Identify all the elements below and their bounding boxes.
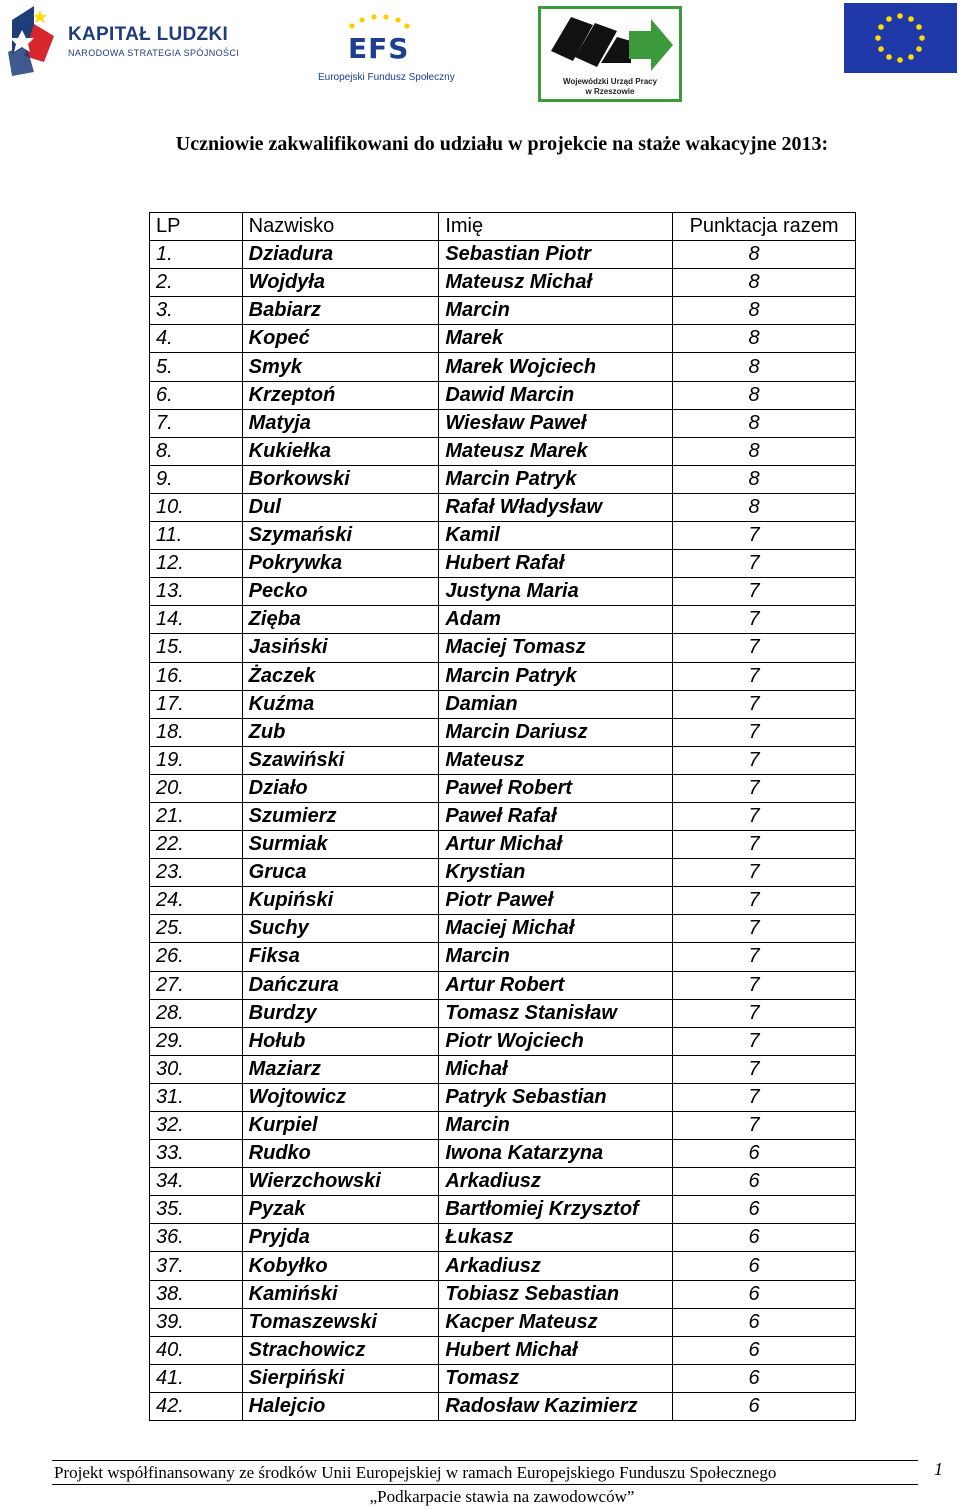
row-firstname: Damian — [439, 690, 673, 718]
row-surname: Borkowski — [242, 465, 439, 493]
row-firstname: Mateusz Michał — [439, 269, 673, 297]
row-lp: 7. — [150, 409, 243, 437]
row-score: 7 — [673, 943, 856, 971]
row-firstname: Dawid Marcin — [439, 381, 673, 409]
row-lp: 30. — [150, 1055, 243, 1083]
row-firstname: Mateusz — [439, 746, 673, 774]
row-firstname: Wiesław Paweł — [439, 409, 673, 437]
row-lp: 1. — [150, 241, 243, 269]
row-surname: Babiarz — [242, 297, 439, 325]
row-surname: Wierzchowski — [242, 1168, 439, 1196]
row-score: 6 — [673, 1308, 856, 1336]
row-score: 8 — [673, 381, 856, 409]
row-surname: Fiksa — [242, 943, 439, 971]
row-score: 6 — [673, 1196, 856, 1224]
row-lp: 28. — [150, 999, 243, 1027]
kapital-ludzki-subtitle: NARODOWA STRATEGIA SPÓJNOŚCI — [68, 48, 240, 58]
row-score: 8 — [673, 465, 856, 493]
row-score: 7 — [673, 802, 856, 830]
row-surname: Zub — [242, 718, 439, 746]
row-lp: 33. — [150, 1140, 243, 1168]
row-surname: Kukiełka — [242, 437, 439, 465]
row-surname: Kupiński — [242, 887, 439, 915]
row-score: 6 — [673, 1140, 856, 1168]
table-row — [150, 1055, 856, 1083]
row-lp: 27. — [150, 971, 243, 999]
table-row — [150, 578, 856, 606]
row-surname: Matyja — [242, 409, 439, 437]
row-firstname: Marcin Patryk — [439, 465, 673, 493]
row-lp: 16. — [150, 662, 243, 690]
row-score: 6 — [673, 1168, 856, 1196]
row-firstname: Marek Wojciech — [439, 353, 673, 381]
row-surname: Smyk — [242, 353, 439, 381]
row-surname: Suchy — [242, 915, 439, 943]
row-surname: Tomaszewski — [242, 1308, 439, 1336]
table-row — [150, 1027, 856, 1055]
table-row — [150, 746, 856, 774]
document-title: Uczniowie zakwalifikowani do udziału w projekcie na staże wakacyjne 2013: — [175, 133, 829, 155]
row-lp: 19. — [150, 746, 243, 774]
row-score: 7 — [673, 718, 856, 746]
kapital-ludzki-flag-icon — [4, 2, 56, 76]
table-row — [150, 1392, 856, 1420]
row-firstname: Justyna Maria — [439, 578, 673, 606]
efs-title: EFS — [348, 32, 410, 65]
table-row — [150, 1336, 856, 1364]
row-firstname: Michał — [439, 1055, 673, 1083]
row-firstname: Paweł Robert — [439, 774, 673, 802]
row-score: 7 — [673, 634, 856, 662]
row-lp: 25. — [150, 915, 243, 943]
table-row — [150, 550, 856, 578]
table-row — [150, 522, 856, 550]
row-surname: Zięba — [242, 606, 439, 634]
row-score: 6 — [673, 1364, 856, 1392]
row-surname: Strachowicz — [242, 1336, 439, 1364]
table-row — [150, 353, 856, 381]
row-lp: 4. — [150, 325, 243, 353]
table-row — [150, 802, 856, 830]
table-row — [150, 1308, 856, 1336]
table-row — [150, 662, 856, 690]
table-header-row — [150, 213, 856, 241]
row-surname: Wojtowicz — [242, 1083, 439, 1111]
wup-caption — [541, 77, 679, 97]
row-lp: 35. — [150, 1196, 243, 1224]
table-row — [150, 690, 856, 718]
row-surname: Hołub — [242, 1027, 439, 1055]
row-surname: Sierpiński — [242, 1364, 439, 1392]
row-firstname: Maciej Tomasz — [439, 634, 673, 662]
row-lp: 31. — [150, 1083, 243, 1111]
row-firstname: Bartłomiej Krzysztof — [439, 1196, 673, 1224]
row-surname: Szymański — [242, 522, 439, 550]
row-firstname: Łukasz — [439, 1224, 673, 1252]
row-lp: 40. — [150, 1336, 243, 1364]
row-score: 6 — [673, 1336, 856, 1364]
row-firstname: Tomasz Stanisław — [439, 999, 673, 1027]
table-row — [150, 943, 856, 971]
table-row — [150, 606, 856, 634]
table-row — [150, 1364, 856, 1392]
row-surname: Szumierz — [242, 802, 439, 830]
row-score: 8 — [673, 353, 856, 381]
row-firstname: Adam — [439, 606, 673, 634]
row-score: 7 — [673, 774, 856, 802]
row-surname: Krzeptoń — [242, 381, 439, 409]
page-number: 1 — [934, 1459, 943, 1479]
row-lp: 3. — [150, 297, 243, 325]
row-firstname: Kacper Mateusz — [439, 1308, 673, 1336]
row-firstname: Kamil — [439, 522, 673, 550]
row-firstname: Marcin — [439, 297, 673, 325]
row-surname: Kurpiel — [242, 1112, 439, 1140]
table-row — [150, 1196, 856, 1224]
row-surname: Rudko — [242, 1140, 439, 1168]
row-firstname: Hubert Rafał — [439, 550, 673, 578]
row-firstname: Maciej Michał — [439, 915, 673, 943]
row-score: 7 — [673, 859, 856, 887]
row-lp: 12. — [150, 550, 243, 578]
row-surname: Szawiński — [242, 746, 439, 774]
row-surname: Jasiński — [242, 634, 439, 662]
row-score: 7 — [673, 1083, 856, 1111]
row-score: 8 — [673, 269, 856, 297]
wup-line2: w Rzeszowie — [585, 87, 635, 96]
row-surname: Surmiak — [242, 831, 439, 859]
row-score: 6 — [673, 1252, 856, 1280]
row-surname: Wojdyła — [242, 269, 439, 297]
footer-divider — [52, 1460, 918, 1461]
row-lp: 41. — [150, 1364, 243, 1392]
row-lp: 20. — [150, 774, 243, 802]
row-firstname: Radosław Kazimierz — [439, 1392, 673, 1420]
table-row — [150, 1112, 856, 1140]
row-score: 8 — [673, 409, 856, 437]
table-row — [150, 297, 856, 325]
row-score: 7 — [673, 1112, 856, 1140]
row-firstname: Piotr Paweł — [439, 887, 673, 915]
header-firstname: Imię — [439, 213, 673, 241]
students-table — [149, 212, 856, 1421]
row-firstname: Hubert Michał — [439, 1336, 673, 1364]
row-surname: Pokrywka — [242, 550, 439, 578]
row-lp: 5. — [150, 353, 243, 381]
row-score: 7 — [673, 522, 856, 550]
row-firstname: Marcin Dariusz — [439, 718, 673, 746]
row-firstname: Tobiasz Sebastian — [439, 1280, 673, 1308]
row-firstname: Tomasz — [439, 1364, 673, 1392]
row-score: 7 — [673, 662, 856, 690]
row-score: 7 — [673, 746, 856, 774]
row-score: 8 — [673, 297, 856, 325]
table-row — [150, 831, 856, 859]
kapital-ludzki-logo — [4, 2, 240, 76]
eu-flag-icon — [844, 3, 957, 73]
row-lp: 32. — [150, 1112, 243, 1140]
row-surname: Kamiński — [242, 1280, 439, 1308]
row-lp: 36. — [150, 1224, 243, 1252]
table-row — [150, 915, 856, 943]
row-score: 8 — [673, 493, 856, 521]
footer-funding-text: Projekt współfinansowany ze środków Unii Europejskiej w ramach Europejskiego Funduszu Społecznego — [54, 1463, 777, 1482]
wup-emblem-icon — [545, 11, 675, 77]
table-row — [150, 1083, 856, 1111]
row-surname: Gruca — [242, 859, 439, 887]
table-row — [150, 437, 856, 465]
eu-stars-icon — [344, 12, 414, 34]
table-row — [150, 718, 856, 746]
row-score: 7 — [673, 831, 856, 859]
header-logos — [0, 0, 960, 110]
row-surname: Dańczura — [242, 971, 439, 999]
header-lp: LP — [150, 213, 243, 241]
row-lp: 8. — [150, 437, 243, 465]
row-firstname: Mateusz Marek — [439, 437, 673, 465]
row-firstname: Marcin — [439, 1112, 673, 1140]
table-row — [150, 493, 856, 521]
table-row — [150, 1140, 856, 1168]
table-row — [150, 241, 856, 269]
row-firstname: Marek — [439, 325, 673, 353]
row-score: 6 — [673, 1392, 856, 1420]
row-firstname: Sebastian Piotr — [439, 241, 673, 269]
table-row — [150, 1280, 856, 1308]
row-score: 7 — [673, 915, 856, 943]
row-firstname: Arkadiusz — [439, 1168, 673, 1196]
table-body — [150, 241, 856, 1421]
row-score: 7 — [673, 1055, 856, 1083]
row-lp: 11. — [150, 522, 243, 550]
row-score: 7 — [673, 578, 856, 606]
row-firstname: Patryk Sebastian — [439, 1083, 673, 1111]
row-score: 7 — [673, 971, 856, 999]
row-surname: Kopeć — [242, 325, 439, 353]
row-firstname: Artur Michał — [439, 831, 673, 859]
row-lp: 24. — [150, 887, 243, 915]
row-lp: 22. — [150, 831, 243, 859]
row-firstname: Krystian — [439, 859, 673, 887]
row-lp: 15. — [150, 634, 243, 662]
table-row — [150, 887, 856, 915]
table-row — [150, 1168, 856, 1196]
row-lp: 13. — [150, 578, 243, 606]
table-row — [150, 1224, 856, 1252]
table-row — [150, 774, 856, 802]
table-row — [150, 325, 856, 353]
row-score: 6 — [673, 1280, 856, 1308]
row-score: 8 — [673, 241, 856, 269]
row-score: 7 — [673, 550, 856, 578]
row-lp: 23. — [150, 859, 243, 887]
row-lp: 2. — [150, 269, 243, 297]
footer-slogan: „Podkarpacie stawia na zawodowców” — [369, 1487, 635, 1506]
table-row — [150, 381, 856, 409]
efs-logo — [318, 8, 455, 88]
row-firstname: Rafał Władysław — [439, 493, 673, 521]
row-firstname: Marcin — [439, 943, 673, 971]
row-lp: 34. — [150, 1168, 243, 1196]
row-firstname: Paweł Rafał — [439, 802, 673, 830]
wup-line1: Wojewódzki Urząd Pracy — [562, 77, 658, 86]
row-surname: Dziadura — [242, 241, 439, 269]
row-lp: 38. — [150, 1280, 243, 1308]
row-score: 7 — [673, 690, 856, 718]
row-score: 8 — [673, 437, 856, 465]
row-lp: 37. — [150, 1252, 243, 1280]
efs-subtitle: Europejski Fundusz Społeczny — [318, 72, 455, 83]
row-surname: Pecko — [242, 578, 439, 606]
row-surname: Pryjda — [242, 1224, 439, 1252]
row-firstname: Iwona Katarzyna — [439, 1140, 673, 1168]
row-surname: Maziarz — [242, 1055, 439, 1083]
row-score: 7 — [673, 999, 856, 1027]
row-firstname: Piotr Wojciech — [439, 1027, 673, 1055]
row-lp: 26. — [150, 943, 243, 971]
row-lp: 10. — [150, 493, 243, 521]
row-surname: Kuźma — [242, 690, 439, 718]
table-row — [150, 1252, 856, 1280]
row-lp: 18. — [150, 718, 243, 746]
row-score: 7 — [673, 887, 856, 915]
row-surname: Działo — [242, 774, 439, 802]
footer-divider-bottom — [52, 1484, 918, 1485]
row-lp: 42. — [150, 1392, 243, 1420]
row-surname: Pyzak — [242, 1196, 439, 1224]
row-firstname: Artur Robert — [439, 971, 673, 999]
row-score: 7 — [673, 606, 856, 634]
row-surname: Dul — [242, 493, 439, 521]
row-lp: 14. — [150, 606, 243, 634]
row-firstname: Marcin Patryk — [439, 662, 673, 690]
row-lp: 17. — [150, 690, 243, 718]
row-lp: 6. — [150, 381, 243, 409]
row-lp: 9. — [150, 465, 243, 493]
table-row — [150, 634, 856, 662]
row-lp: 29. — [150, 1027, 243, 1055]
row-score: 7 — [673, 1027, 856, 1055]
table-row — [150, 409, 856, 437]
row-firstname: Arkadiusz — [439, 1252, 673, 1280]
row-score: 6 — [673, 1224, 856, 1252]
table-row — [150, 465, 856, 493]
row-score: 8 — [673, 325, 856, 353]
row-lp: 39. — [150, 1308, 243, 1336]
header-score: Punktacja razem — [673, 213, 856, 241]
table-row — [150, 269, 856, 297]
kapital-ludzki-title: KAPITAŁ LUDZKI — [68, 24, 229, 45]
table-row — [150, 971, 856, 999]
row-lp: 21. — [150, 802, 243, 830]
row-surname: Kobyłko — [242, 1252, 439, 1280]
header-surname: Nazwisko — [242, 213, 439, 241]
wup-logo — [538, 6, 682, 102]
row-surname: Burdzy — [242, 999, 439, 1027]
row-surname: Halejcio — [242, 1392, 439, 1420]
table-row — [150, 859, 856, 887]
row-surname: Żaczek — [242, 662, 439, 690]
table-row — [150, 999, 856, 1027]
